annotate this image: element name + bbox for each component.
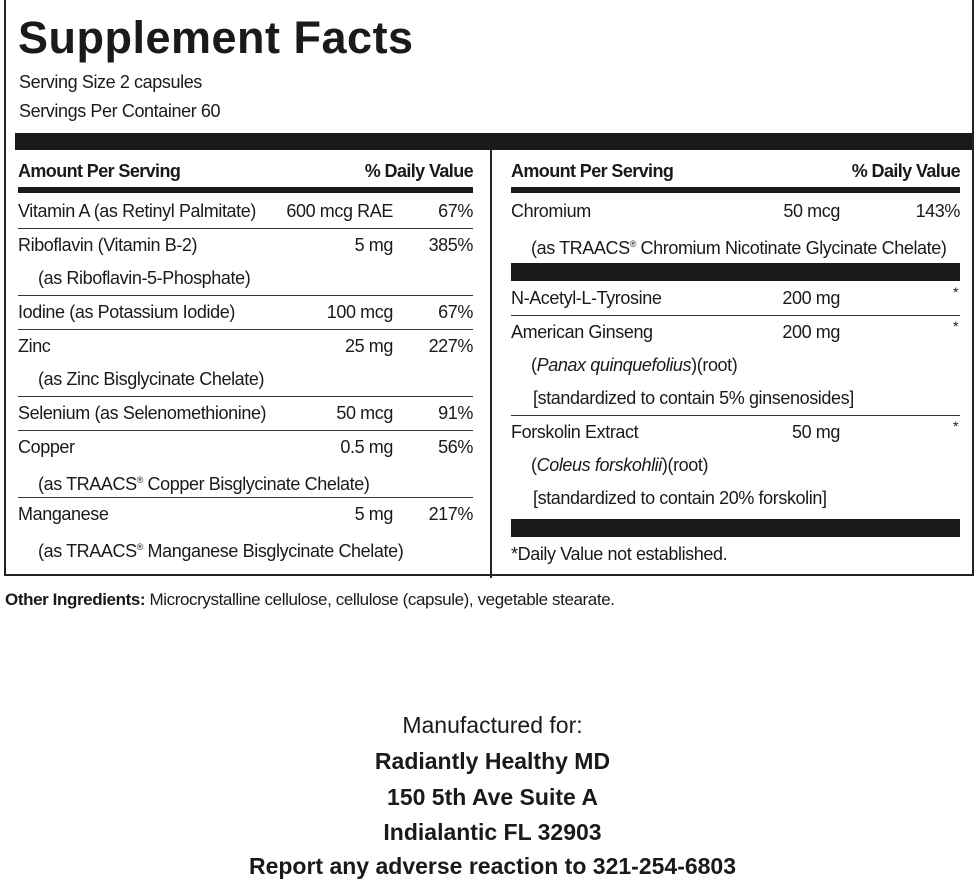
standardization-text: [standardized to contain 5% ginsenosides]: [533, 388, 854, 408]
nutrient-name: Iodine (as Potassium Iodide): [18, 302, 235, 322]
dv-header: % Daily Value: [364, 161, 473, 181]
nutrient-line: [18, 397, 473, 430]
header-bar: [15, 133, 972, 150]
serving-size: Serving Size 2 capsules: [19, 72, 202, 92]
nutrient-name: Vitamin A (as Retinyl Palmitate): [18, 201, 256, 221]
nutrient-amount: 100 mcg: [326, 302, 393, 322]
nutrient-amount: 0.5 mg: [340, 437, 393, 457]
ingredient-name: N-Acetyl-L-Tyrosine: [511, 288, 662, 308]
manufacturer-name: Radiantly Healthy MD: [374, 748, 611, 774]
header-rule: [18, 187, 473, 193]
nutrient-line: [18, 498, 473, 531]
ingredient-line: [511, 316, 960, 349]
nutrient-source: [18, 363, 473, 396]
section-bar: [511, 519, 960, 537]
ingredient-amount: 200 mg: [782, 322, 840, 342]
nutrient-line: [18, 229, 473, 262]
standardization-text: [standardized to contain 20% forskolin]: [533, 488, 827, 508]
nutrient-name: Riboflavin (Vitamin B-2): [18, 235, 198, 255]
nutrient-daily-value: 385%: [428, 235, 473, 255]
species-name: Coleus forskohlii: [536, 455, 662, 475]
ingredient-name: Forskolin Extract: [511, 422, 639, 442]
nutrient-name: Copper: [18, 437, 75, 457]
nutrient-source: [18, 262, 473, 295]
nutrient-amount: 5 mg: [354, 504, 393, 524]
manufacturer-address-2: Indialantic FL 32903: [383, 819, 602, 845]
ingredient-source-text: (as TRAACS® Chromium Nicotinate Glycinate Chelate): [531, 238, 947, 258]
nutrient-name: Zinc: [18, 336, 51, 356]
column-divider: [490, 150, 492, 578]
other-ingredients-text: Microcrystalline cellulose, cellulose (capsule), vegetable stearate.: [145, 590, 615, 609]
nutrient-row: [18, 330, 473, 397]
nutrient-line: [18, 431, 473, 464]
servings-per-container: Servings Per Container 60: [19, 101, 221, 121]
nutrient-name: Selenium (as Selenomethionine): [18, 403, 267, 423]
ingredient-row: [511, 416, 960, 515]
ingredient-daily-value: *: [952, 418, 958, 434]
nutrient-amount: 600 mcg RAE: [286, 201, 393, 221]
plant-part: (root): [667, 455, 709, 475]
ingredient-species: (Panax quinquefolius)(root): [531, 355, 738, 375]
other-ingredients-label: Other Ingredients:: [5, 590, 146, 609]
nutrient-row: [18, 397, 473, 431]
nutrient-name: Manganese: [18, 504, 109, 524]
ingredient-line: [511, 195, 960, 228]
nutrient-source-text: (as Zinc Bisglycinate Chelate): [38, 369, 265, 389]
nutrient-row: [18, 195, 473, 229]
nutrient-row: [18, 296, 473, 330]
ingredient-amount: 50 mg: [791, 422, 840, 442]
adverse-reaction-phone: Report any adverse reaction to 321-254-6803: [248, 853, 737, 879]
nutrient-line: [18, 330, 473, 363]
nutrient-row: [18, 498, 473, 564]
nutrient-amount: 25 mg: [344, 336, 393, 356]
nutrient-daily-value: 67%: [438, 302, 473, 322]
ingredient-line: [511, 416, 960, 449]
ingredient-line: [511, 282, 960, 315]
nutrient-daily-value: 217%: [428, 504, 473, 524]
header-rule: [511, 187, 960, 193]
manufacturer-address-1: 150 5th Ave Suite A: [387, 784, 598, 810]
left-header: [18, 153, 473, 187]
plant-part: (root): [696, 355, 738, 375]
right-header: [511, 153, 960, 187]
ingredient-name: American Ginseng: [511, 322, 653, 342]
footnote: *Daily Value not established.: [511, 544, 728, 564]
nutrient-source-text: (as TRAACS® Manganese Bisglycinate Chelate): [38, 541, 404, 561]
left-column: [18, 153, 473, 564]
nutrient-source: [18, 464, 473, 497]
nutrient-daily-value: 56%: [438, 437, 473, 457]
ingredient-source: [511, 228, 960, 261]
nutrient-daily-value: 67%: [438, 201, 473, 221]
standardization: [511, 382, 960, 415]
section-bar: [511, 263, 960, 281]
nutrient-amount: 5 mg: [354, 235, 393, 255]
panel-title: Supplement Facts: [18, 12, 414, 63]
right-column: [511, 153, 960, 571]
ingredient-row: [511, 282, 960, 316]
nutrient-source-text: (as TRAACS® Copper Bisglycinate Chelate): [38, 474, 370, 494]
nutrient-amount: 50 mcg: [336, 403, 393, 423]
dv-header: % Daily Value: [851, 161, 960, 181]
manufactured-for: Manufactured for:: [402, 712, 583, 738]
nutrient-line: [18, 296, 473, 329]
nutrient-line: [18, 195, 473, 228]
ingredient-amount: 200 mg: [782, 288, 840, 308]
ingredient-name: Chromium: [511, 201, 591, 221]
ingredient-row: [511, 195, 960, 261]
ingredient-daily-value: *: [952, 284, 958, 300]
ingredient-amount: 50 mcg: [783, 201, 840, 221]
standardization: [511, 482, 960, 515]
species-name: Panax quinquefolius: [536, 355, 692, 375]
nutrient-daily-value: 227%: [428, 336, 473, 356]
ingredient-daily-value: 143%: [915, 201, 960, 221]
nutrient-row: [18, 229, 473, 296]
ingredient-row: [511, 316, 960, 416]
nutrient-source-text: (as Riboflavin-5-Phosphate): [38, 268, 251, 288]
amount-header: Amount Per Serving: [18, 161, 181, 181]
nutrient-row: [18, 431, 473, 498]
ingredient-daily-value: *: [952, 318, 958, 334]
nutrient-source: [18, 531, 473, 564]
other-ingredients: [5, 590, 615, 610]
ingredient-species: (Coleus forskohlii)(root): [531, 455, 709, 475]
amount-header: Amount Per Serving: [511, 161, 674, 181]
nutrient-daily-value: 91%: [438, 403, 473, 423]
